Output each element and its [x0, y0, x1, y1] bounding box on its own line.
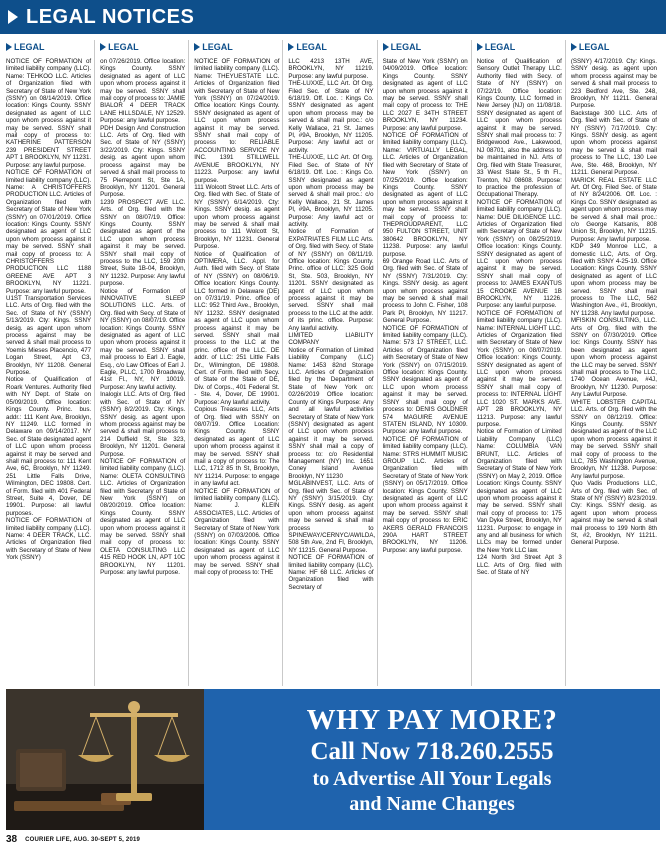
- banner-triangle-icon: [8, 10, 18, 24]
- column-label: LEGAL: [14, 42, 45, 52]
- column-header: [288, 40, 373, 54]
- column-text: (SSNY) 4/17/2019. Cty: Kings. SSNY desig. as agent upon whom process against may be served & shall mail process to 223 Bedford Ave, Ste. 248, Brooklyn, NY 11211. General Purpose. Backstage 300 LLC. Arts of Org. filed with Sec. of State of NY (SSNY) 7/17/2019. Cty: Kings. SSNY desig. as agent upon whom process against may be served & shall mail process to The LLC, 130 Lee Ave, Ste. 468, Brooklyn, NY 11211. General Purpose. MARICK REAL ESTATE LLC Art. Of Org. Filed Sec. of State of NY 8/24/2006. Off. Loc. : Kings Co. SSNY designated as agent upon whom process may be served & shall mail proc.: c/o George Katsanis, 808 Union St, Brooklyn, NY 11215. Purpose: Any lawful purpose. KDP 349 Monroe LLC, a domestic LLC, Arts. of Org. filed with SSNY 4-25-19. Office Location: Kings County. SSNY designated as agent of LLC upon whom process may be served. SSNY shall mail process to The LLC, 562 Washington Ave., #1, Brooklyn, NY 11238. Any lawful purpose. MFISKIN CONSULTING, LLC. Arts of Org. filed with the SSNY on 07/30/2019. Office loc: Kings County. SSNY has been designated as agent upon whom process against the LLC may be served. SSNY shall mail process to The LLC, 1740 Ocean Avenue, #4J, Brooklyn, NY 11230. Purpose: Any Lawful Purpose. WHITE LOBSTER CAPITAL LLC. Arts. of Org. filed with the SSNY on 08/12/19. Office: Kings County. SSNY designated as agent of the LLC upon whom process against it may be served. SSNY shall mail copy of process to the LLC, 785 Washington Avenue, Brooklyn, NY 11238. Purpose: Any lawful purpose. Quo Vadis Productions LLC, Arts of Org. filed with Sec. of State of NY (SSNY) 8/23/2019. Cty: Kings. SSNY desig. as agent upon whom process against may be served & shall mail process to 199 North 8th St, #2, Brooklyn, NY 11211. General Purpose.: [570, 58, 657, 547]
- column-text: LLC 4213 13TH AVE, BROOKLYN, NY 11219. Purpose: any lawful purpose. THE-LUXXE, LLC Art. Of Org. Filed Sec. of State of NY 6/18/19. Off. Loc. : Kings Co. SSNY designated as agent upon whom process may be served & shall mail proc.: c/o Kelly Wallace, 21 St. James Pl, #9A, Brooklyn, NY 11205. Purpose: Any lawful act or activity. THE-LUXXE, LLC Art. Of Org. Filed Sec. of State of NY 6/18/19. Off. Loc. : Kings Co. SSNY designated as agent upon whom process may be served & shall mail proc.: c/o Kelly Wallace, 21 St. James Pl, #9A, Brooklyn, NY 11205. Purpose: Any lawful act or activity. Notice of Formation of EXPATRIATES FILM LLC Arts. of Org. filed with Secy. of State of NY (SSNY) on 08/11/19. Office location: Kings County. Princ. office of LLC: 325 Gold St, Ste. 503, Brooklyn, NY 11201. SSNY designated as agent of LLC upon whom process against it may be served. SSNY shall mail process to the LLC at the addr. of its princ. office. Purpose: Any lawful activity. LIMITED LIABILITY COMPANY Notice of Formation of Limited Liability Company (LLC) Name: 1453 82nd Storage LLC. Articles of Organization filed by the Department of State of New York on: 02/26/2019 Office location: County of Kings Purpose: Any and all lawful activities Secretary of State of New York (SSNY) designated as agent of LLC upon whom process against it may be served. SSNY shall mail a copy of process to: c/o Residential Management (NY) Inc. 1651 Coney Island Avenue Brooklyn, NY 11230 MGLABINVEST, LLC. Arts of Org. filed with Sec. of State of NY (SSNY) 3/15/2019. Cty: Kings. SSNY desig. as agent upon whom process against may be served & shall mail process to SPINEWAY/CERNYC/AWILDA, 508 5th Ave, 2nd Fl, Brooklyn, NY 11215. General Purpose. NOTICE OF FORMATION of limited liability company (LLC). Name: HF 68 LLC. Articles of Organization filed with Secretary of: [288, 58, 376, 591]
- triangle-icon: [383, 43, 389, 51]
- ad-headline: WHY PAY MORE?: [306, 704, 558, 736]
- column-label: LEGAL: [296, 42, 327, 52]
- page-number: 38: [6, 834, 18, 845]
- triangle-icon: [194, 43, 200, 51]
- column-label: LEGAL: [484, 42, 516, 52]
- legal-column-5: [383, 40, 472, 686]
- legal-column-6: [477, 40, 566, 686]
- ad-text-panel: [204, 689, 660, 830]
- triangle-icon: [477, 43, 483, 51]
- column-text: NOTICE OF FORMATION of limited liability company (LLC). Name: THEYUESTATE LLC. Articles of Organization filed with Secretary of State of New York (SSNY) on 07/24/2019. Office location: Kings County. SSNY designated as agent of LLC upon whom process against it may be served. SSNY shall mail copy of process to: RELIABLE ACCOUNTING SERVICE NY INC. 1391 STILLWELL AVENUE BROOKLYN, NY 11223. Purpose: any lawful purpose. 111 Wolcott Street LLC. Arts of Org. filed with Sec. of State of NY (SSNY) 6/14/2019. Cty: Kings. SSNY desig. as agent upon whom process against may be served & shall mail process to 111 Wolcott St, Brooklyn, NY 11231. General Purpose. Notice of Qualification of OPTIMERA, LLC. Appl. for Auth. filed with Secy. of State of NY (SSNY) on 08/06/19. Office location: Kings County. LLC formed in Delaware (DE) on 07/31/19. Princ. office of LLC: 952 Third Ave., Brooklyn, NY 11232. SSNY designated as agent of LLC upon whom process against it may be served. SSNY shall mail process to the LLC at the princ. office of the LLC. DE addr. of LLC: 251 Little Falls Dr., Wilmington, DE 19808. Cert. of Form. filed with Secy. of State of the State of DE, Div. of Corps., 401 Federal St. - Ste. 4, Dover, DE 19901. Purpose: Any lawful activity. Copious Treasures LLC, Arts of Org. filed with SSNY on 08/07/19. Office Location: Kings County. SSNY designated as agent of LLC upon whom process against it may be served. SSNY shall mail a copy of process to: The LLC, 1712 85 th St, Brooklyn, NY 11214. Purpose: to engage in any lawful act. NOTICE OF FORMATION of limited liability company (LLC). Name: J. KLEIN ASSOCIATES, LLC. Articles of Organization filed with Secretary of State of New York (SSNY) on 07/03/2006. Office location: Kings County. SSNY designated as agent of LLC upon whom process against it may be served. SSNY shall mail copy of process to: THE: [194, 58, 280, 577]
- column-text: Notice of Qualification of Sensory Outlet Therapy LLC. Authority filed with Secy. of State of NY (SSNY) on 07/22/19. Office location: Kings County. LLC formed in New Jersey (NJ) on 11/08/18. SSNY designated as agent of LLC upon whom process against it may be served. SSNY shall mail process to: 7 Bridgewood Ave., Lakewood, NJ 08701, also the address to be maintained in NJ. Arts of Org. filed with State Treasurer, 33 West State St., 5 th Fl., Trenton, NJ 08608. Purpose: to practice the profession of Occupational Therapy. NOTICE OF FORMATION of limited liability company (LLC). Name: DUE DILIGENCE LLC. Articles of Organization filed with Secretary of State of New York (SSNY) on 08/25/2019. Office location: Kings County. SSNY designated as agent of LLC upon whom process against it may be served. SSNY shall mail copy of process to: JAMES EXANTUS 15 CROOKE AVENUE 1B BROOKLYN, NY 11226. Purpose: any lawful purpose. NOTICE OF FORMATION of limited liability company (LLC). Name: INTERNAL LIGHT LLC. Articles of Organization filed with Secretary of State of New York (SSNY) on 08/07/2019. Office location: Kings County. SSNY designated as agent of LLC upon whom process against it may be served. SSNY shall mail copy of process to: INTERNAL LIGHT LLC 1020 ST. MARKS AVE. APT 2B BROOKLYN, NY 11213. Purpose: any lawful purpose. Notice of Formation of Limited Liability Company (LLC) Name: COLUMBIA VAN BRUNT, LLC. Articles of Organization filed with Secretary of State of New York (SSNY) on May 2, 2019. Office Location: Kings County. SSNY designated as agent of LLC upon whom process against it may be served. SSNY shall mail copy of process to: 175 Van Dyke Street, Brooklyn, NY 11231. Purpose: to engage in any and all business for which LLCs may be formed under the New York LLC law. 124 North 3rd Street Apt 3 LLC. Arts of Org. filed with Sec. of State of NY: [476, 58, 562, 577]
- column-text: on 07/26/2019. Office location: Kings County. SSNY designated as agent of LLC upon whom process against it may be served. SSNY shall mail copy of process to: JAMIE BIALOR 4 DEER TRACK LANE HILLSDALE, NY 12529. Purpose: any lawful purpose. PDH Design And Construction LLC. Arts of Org. filed with Sec. of State of NY (SSNY) 3/22/2019. Cty: Kings. SSNY desig. as agent upon whom process against may be served & shall mail process to 75 Pierrepont St, Ste 1A, Brooklyn, NY 11201. General Purpose. 1239 PROSPECT AVE LLC. Arts. of Org. filed with the SSNY on 08/07/19. Office: Kings County. SSNY designated as agent of the LLC upon whom process against it may be served. SSNY shall mail copy of process to the LLC, 159 20th Street, Suite 1B-04, Brooklyn, NY 11232. Purpose: Any lawful purpose. Notice of Formation of INNOVATIVE SLEEP SOLUTIONS LLC. Arts. of Org. filed with Secy. of State of NY (SSNY) on 08/07/19. Office location: Kings County. SSNY designated as agent of LLC upon whom process against it may be served. SSNY shall mail process to Earl J. Eagle, Esq., c/o Law Offices of Earl J. Eagle, PLLC, 1700 Broadway, 41st Fl., NY, NY 10019. Purpose: Any lawful activity. Inalogix LLC. Arts of Org. filed with Sec. of State of NY (SSNY) 8/2/2019. Cty: Kings. SSNY desig. as agent upon whom process against may be served & shall mail process to 214 Duffield St, Ste 323, Brooklyn, NY 11201. General Purpose. NOTICE OF FORMATION of limited liability company (LLC). Name: OLETA CONSULTING LLC. Articles of Organization filed with Secretary of State of New York (SSNY) on 08/20/2019. Office location: Kings County. SSNY designated as agent of LLC upon whom process against it may be served. SSNY shall mail copy of process to: OLETA CONSULTING LLC 415 RED HOOK LN, APT 10C BROOKLYN, NY 11201. Purpose: any lawful purpose.: [100, 58, 186, 577]
- publication-info: COURIER LIFE, AUG. 30-SEPT 5, 2019: [25, 836, 141, 843]
- column-text: NOTICE OF FORMATION of limited liability company (LLC). Name: TEHKOO LLC. Articles of Organization filed with Secretary of State of New York (SSNY) on 08/14/2019. Office location: Kings County. SSNY designated as agent of LLC upon whom process against it may be served. SSNY shall mail copy of process to: KATHERINE PATTERSON 239 PRESIDENT STREET APT 1 BROOKLYN, NY 11231. Purpose: any lawful purpose. NOTICE OF FORMATION of limited liability company (LLC). Name: A CHRISTOFFERS PRODUCTION LLC. Articles of Organization filed with Secretary of State of New York (SSNY) on 07/01/2019. Office location: Kings County. SSNY designated as agent of LLC upon whom process against it may be served. SSNY shall mail copy of process to: A CHRISTOFFERS PRODUCTION LLC 1188 GREENE AVE APT 3 BROOKLYN, NY 11221. Purpose: any lawful purpose. U1ST Transportation Services LLC. Arts of Org. filed with the Sec. of State of NY (SSNY) 5/13/2019. Cty: Kings. SSNY desig. as agent upon whom process against may be served & shall mail process to Yoemis Mieses Placencio, 477 Logan Street, Apt C3, Brooklyn, NY 11208. General Purpose. Notice of Qualification of Roark Ventures. Authority filed with NY Dept. of State on 05/09/2019. Office location: Kings County. Princ. bus. addr.: 111 Kent Ave, Brooklyn, NY 11249. LLC formed in Delaware on 09/14/2017. NY Sec. of State designated agent of LLC upon whom process against it may be served and shall mail process to: 111 Kent Ave, 6C, Brooklyn, NY 11249. 251 Little Falls Drive, Wilmington, DEC 19808. Cert. of Form. filed with 401 Federal Street, Suite 4, Dover, DE 19901. Purpose: all lawful purposes. NOTICE OF FORMATION of limited liability company (LLC). Name: 4 DEER TRACK, LLC. Articles of Organization filed with Secretary of State of New York (SSNY): [6, 58, 92, 562]
- triangle-icon: [100, 43, 106, 51]
- page-banner: [0, 0, 666, 34]
- legal-column-7: [571, 40, 660, 686]
- legal-column-2: [100, 40, 189, 686]
- column-label: LEGAL: [578, 42, 610, 52]
- column-header: [100, 40, 185, 54]
- legal-column-4: [288, 40, 377, 686]
- triangle-icon: [571, 43, 577, 51]
- column-header: [6, 40, 91, 54]
- ad-line-3: to Advertise All Your Legals: [312, 768, 552, 790]
- legal-column-3: [194, 40, 283, 686]
- ad-phone: Call Now 718.260.2555: [310, 738, 554, 765]
- scales-of-justice-icon: [6, 689, 204, 830]
- ad-line-4: and Name Changes: [349, 793, 515, 815]
- column-label: LEGAL: [202, 42, 233, 52]
- column-label: LEGAL: [108, 42, 139, 52]
- triangle-icon: [288, 43, 294, 51]
- column-header: [571, 40, 657, 54]
- page-footer: [6, 834, 140, 845]
- column-header: [477, 40, 562, 54]
- column-header: [383, 40, 468, 54]
- column-header: [194, 40, 279, 54]
- advertisement: [6, 689, 660, 830]
- column-text: State of New York (SSNY) on 04/09/2019. Office location: Kings County. SSNY designated as agent of LLC upon whom process against it may be served. SSNY shall mail copy of process to: THE LLC 2027 E 34TH STREET BROOKLYN, NY 11234. Purpose: any lawful purpose. NOTICE OF FORMATION of limited liability company (LLC). Name: VIRTUALLY LEGAL, LLC. Articles of Organization filed with Secretary of State of New York (SSNY) on 07/25/2019. Office location: Kings County. SSNY designated as agent of LLC upon whom process against it may be served. SSNY shall mail copy of process to: THEPROUDPARENT, LLC 950 FULTON STREET, UNIT 380642 BROOKLYN, NY 11238. Purpose: any lawful purpose. 69 Orange Road LLC. Arts of Org. filed with Sec. of State of NY (SSNY) 7/31/2019. Cty: Kings. SSNY desig. as agent upon whom process against may be served & shall mail process to John C. Fisher, 108 Park Pl, Brooklyn, NY 11217. General Purpose. NOTICE OF FORMATION of limited liability company (LLC). Name: 573 17 STREET, LLC. Articles of Organization filed with Secretary of State of New York (SSNY) on 07/15/2019. Office location: Kings County. SSNY designated as agent of LLC upon whom process against it may be served. SSNY shall mail copy of process to: DENIS GOLDNER 574 MAGUIRE AVENUE STATEN ISLAND, NY 10309. Purpose: any lawful purpose. NOTICE OF FORMATION of limited liability company (LLC). Name: STRS HUMMIT MUSIC GROUP LLC. Articles of Organization filed with Secretary of State of New York (SSNY) on 05/17/2019. Office location: Kings County. SSNY designated as agent of LLC upon whom process against it may be served. SSNY shall mail copy of process to: ERIC AKERS GERALD FRANCOIS 290A HART STREET BROOKLYN, NY 11206. Purpose: any lawful purpose.: [382, 58, 468, 554]
- legal-column-1: [6, 40, 95, 686]
- legal-columns: [6, 40, 660, 686]
- page-title: LEGAL NOTICES: [26, 5, 195, 28]
- triangle-icon: [6, 43, 12, 51]
- column-label: LEGAL: [390, 42, 422, 52]
